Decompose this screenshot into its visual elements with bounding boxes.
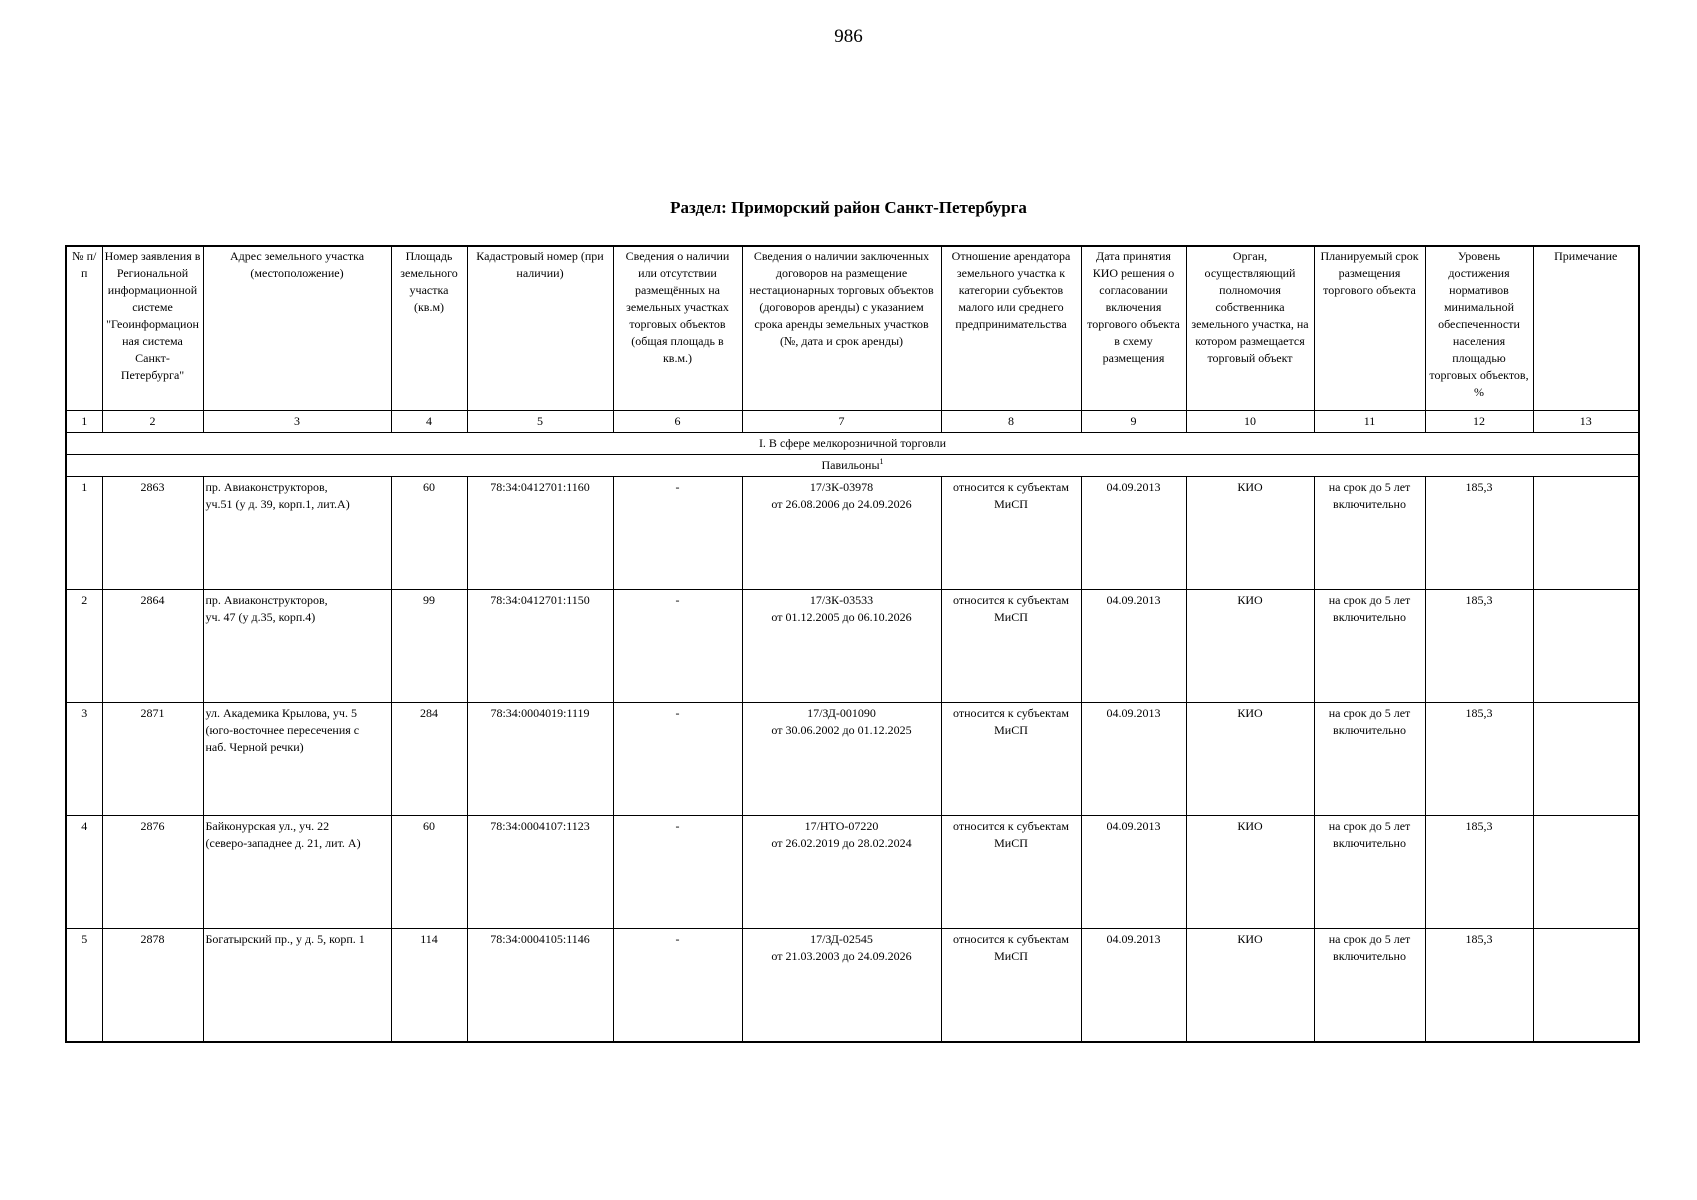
placement-term: на срок до 5 лет включительно	[1314, 590, 1425, 703]
authority: КИО	[1186, 590, 1314, 703]
address-cell	[203, 816, 391, 929]
application-number: 2878	[102, 929, 203, 1043]
section-heading-row	[66, 433, 1639, 455]
existing-objects: -	[613, 590, 742, 703]
application-number: 2864	[102, 590, 203, 703]
header-cell: Примечание	[1533, 246, 1639, 411]
row-number: 3	[66, 703, 102, 816]
column-number: 4	[391, 411, 467, 433]
cadastral-number: 78:34:0412701:1160	[467, 477, 613, 590]
application-number: 2876	[102, 816, 203, 929]
sme-status: относится к субъектам МиСП	[941, 703, 1081, 816]
header-row	[66, 246, 1639, 411]
address-cell	[203, 590, 391, 703]
cadastral-number: 78:34:0412701:1150	[467, 590, 613, 703]
subsection-heading-row	[66, 455, 1639, 477]
cadastral-number: 78:34:0004107:1123	[467, 816, 613, 929]
provision-level: 185,3	[1425, 477, 1533, 590]
contract-dates: от 01.12.2005 до 06.10.2026	[771, 610, 912, 624]
address-cell	[203, 703, 391, 816]
footnote-marker: 1	[879, 457, 884, 466]
column-number: 2	[102, 411, 203, 433]
header-cell: № п/п	[66, 246, 102, 411]
application-number: 2871	[102, 703, 203, 816]
column-number: 10	[1186, 411, 1314, 433]
area-cell: 114	[391, 929, 467, 1043]
note	[1533, 816, 1639, 929]
authority: КИО	[1186, 477, 1314, 590]
table-row	[66, 590, 1639, 703]
column-number: 8	[941, 411, 1081, 433]
address-line: уч. 47 (у д.35, корп.4)	[205, 610, 316, 624]
row-number: 5	[66, 929, 102, 1043]
decision-date: 04.09.2013	[1081, 590, 1186, 703]
contract-number: 17/ЗК-03978	[809, 480, 874, 494]
contract-dates: от 26.02.2019 до 28.02.2024	[771, 836, 912, 850]
header-cell: Кадастровый номер (при наличии)	[467, 246, 613, 411]
registry-table	[65, 245, 1640, 1043]
authority: КИО	[1186, 816, 1314, 929]
application-number: 2863	[102, 477, 203, 590]
header-cell: Дата принятия КИО решения о согласовании включения торгового объекта в схему размещения	[1081, 246, 1186, 411]
placement-term: на срок до 5 лет включительно	[1314, 816, 1425, 929]
address-cell	[203, 929, 391, 1043]
note	[1533, 590, 1639, 703]
header-cell: Номер заявления в Региональной информационной системе "Геоинформационная система Санкт-Петербурга"	[102, 246, 203, 411]
column-number: 5	[467, 411, 613, 433]
contract-number: 17/ЗД-001090	[807, 706, 876, 720]
header-cell: Адрес земельного участка (местоположение)	[203, 246, 391, 411]
sme-status: относится к субъектам МиСП	[941, 816, 1081, 929]
address-line: (северо-западнее д. 21, лит. А)	[205, 836, 361, 850]
table-row	[66, 477, 1639, 590]
header-cell: Отношение арендатора земельного участка к категории субъектов малого или среднего предпринимательства	[941, 246, 1081, 411]
provision-level: 185,3	[1425, 703, 1533, 816]
provision-level: 185,3	[1425, 590, 1533, 703]
column-number: 6	[613, 411, 742, 433]
address-cell	[203, 477, 391, 590]
placement-term: на срок до 5 лет включительно	[1314, 703, 1425, 816]
header-cell: Сведения о наличии заключенных договоров на размещение нестационарных торговых объектов (договоров аренды) с указанием срока аренды земельных участков (№, дата и срок аренды)	[742, 246, 941, 411]
area-cell: 284	[391, 703, 467, 816]
column-number: 9	[1081, 411, 1186, 433]
provision-level: 185,3	[1425, 929, 1533, 1043]
address-line: наб. Черной речки)	[205, 740, 304, 754]
row-number: 2	[66, 590, 102, 703]
decision-date: 04.09.2013	[1081, 929, 1186, 1043]
column-number: 7	[742, 411, 941, 433]
table-row	[66, 816, 1639, 929]
existing-objects: -	[613, 477, 742, 590]
cadastral-number: 78:34:0004019:1119	[467, 703, 613, 816]
section-heading: I. В сфере мелкорозничной торговли	[66, 433, 1639, 455]
contract-dates: от 21.03.2003 до 24.09.2026	[771, 949, 912, 963]
decision-date: 04.09.2013	[1081, 816, 1186, 929]
cadastral-number: 78:34:0004105:1146	[467, 929, 613, 1043]
column-number: 1	[66, 411, 102, 433]
placement-term: на срок до 5 лет включительно	[1314, 929, 1425, 1043]
header-cell: Орган, осуществляющий полномочия собственника земельного участка, на котором размещается торговый объект	[1186, 246, 1314, 411]
header-cell: Уровень достижения нормативов минимальной обеспеченности населения площадью торговых объектов, %	[1425, 246, 1533, 411]
address-line: Байконурская ул., уч. 22	[205, 819, 330, 833]
contract-number: 17/ЗК-03533	[809, 593, 874, 607]
header-cell: Площадь земельного участка (кв.м)	[391, 246, 467, 411]
section-title: Раздел: Приморский район Санкт-Петербурга	[670, 198, 1027, 217]
provision-level: 185,3	[1425, 816, 1533, 929]
existing-objects: -	[613, 929, 742, 1043]
column-number: 12	[1425, 411, 1533, 433]
page-number: 986	[834, 26, 863, 47]
contract-number: 17/НТО-07220	[804, 819, 879, 833]
address-line: пр. Авиаконструкторов,	[205, 593, 328, 607]
header-cell: Сведения о наличии или отсутствии размещённых на земельных участках торговых объектов (общая площадь в кв.м.)	[613, 246, 742, 411]
area-cell: 60	[391, 477, 467, 590]
subsection-heading: Павильоны	[821, 458, 880, 472]
sme-status: относится к субъектам МиСП	[941, 477, 1081, 590]
subsection-heading-cell	[66, 455, 1639, 477]
table-row	[66, 703, 1639, 816]
sme-status: относится к субъектам МиСП	[941, 590, 1081, 703]
column-number: 13	[1533, 411, 1639, 433]
column-number: 3	[203, 411, 391, 433]
contract-cell	[742, 477, 941, 590]
address-line: ул. Академика Крылова, уч. 5	[205, 706, 357, 720]
row-number: 1	[66, 477, 102, 590]
area-cell: 99	[391, 590, 467, 703]
contract-cell	[742, 816, 941, 929]
sme-status: относится к субъектам МиСП	[941, 929, 1081, 1043]
placement-term: на срок до 5 лет включительно	[1314, 477, 1425, 590]
decision-date: 04.09.2013	[1081, 703, 1186, 816]
decision-date: 04.09.2013	[1081, 477, 1186, 590]
authority: КИО	[1186, 929, 1314, 1043]
table-row	[66, 929, 1639, 1043]
note	[1533, 929, 1639, 1043]
contract-cell	[742, 590, 941, 703]
authority: КИО	[1186, 703, 1314, 816]
data-rows	[66, 477, 1639, 1043]
contract-cell	[742, 703, 941, 816]
contract-cell	[742, 929, 941, 1043]
address-line: пр. Авиаконструкторов,	[205, 480, 328, 494]
area-cell: 60	[391, 816, 467, 929]
existing-objects: -	[613, 703, 742, 816]
note	[1533, 477, 1639, 590]
contract-dates: от 30.06.2002 до 01.12.2025	[771, 723, 912, 737]
header-cell: Планируемый срок размещения торгового объекта	[1314, 246, 1425, 411]
row-number: 4	[66, 816, 102, 929]
address-line: (юго-восточнее пересечения с	[205, 723, 360, 737]
contract-number: 17/ЗД-02545	[810, 932, 873, 946]
existing-objects: -	[613, 816, 742, 929]
contract-dates: от 26.08.2006 до 24.09.2026	[771, 497, 912, 511]
address-line: уч.51 (у д. 39, корп.1, лит.А)	[205, 497, 350, 511]
column-number-row	[66, 411, 1639, 433]
address-line: Богатырский пр., у д. 5, корп. 1	[205, 932, 365, 946]
column-number: 11	[1314, 411, 1425, 433]
note	[1533, 703, 1639, 816]
